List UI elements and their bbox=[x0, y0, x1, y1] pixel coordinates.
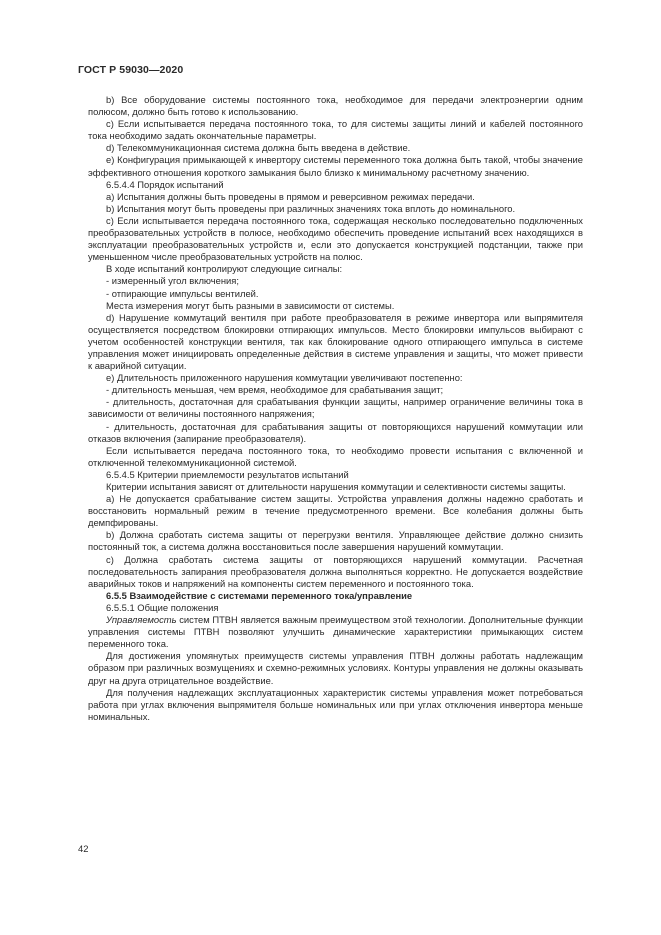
section-heading-bold: 6.5.5 Взаимодействие с системами переменного тока/управление bbox=[106, 589, 413, 601]
paragraph: Для достижения упомянутых преимуществ системы управления ПТВН должны работать надлежащим образом при различных возмущениях и схемно-режимных условиях. Контуры управления не должны оказывать друг на друга отрицательное воздействие. bbox=[88, 650, 583, 686]
emphasis-term: Управляемость bbox=[106, 614, 177, 626]
paragraph: Для получения надлежащих эксплуатационных характеристик системы управления может потребоваться работа при углах включения выпрямителя больше номинальных или при углах отключения инвертора меньше номинальных. bbox=[88, 686, 583, 722]
paragraph: c) Должна сработать система защиты от повторяющихся нарушений коммутации. Расчетная последовательность запирания преобразователя должна выполняться корректно. Не допускается воздействие аварийных токов и напряжений на компоненты систем переменного и постоянного тока. bbox=[88, 553, 583, 589]
paragraph bbox=[88, 614, 583, 650]
section-heading: 6.5.4.5 Критерии приемлемости результатов испытаний bbox=[106, 468, 349, 480]
paragraph: c) Если испытывается передача постоянного тока, содержащая несколько последовательно подключенных преобразовательных устройств в полюсе, необходимо обеспечить проведение испытаний всех находящихся в эксплуатации преобразовательных устройств и, если это допускается конструкцией подстанции, также при уменьшенном числе преобразовательных устройств на полюс. bbox=[88, 214, 583, 263]
paragraph: d) Нарушение коммутаций вентиля при работе преобразователя в режиме инвертора или выпрямителя осуществляется посредством блокировки отпирающих импульсов. Место блокировки импульсов выбирают с учетом особенностей конструкции вентиля, так как блокирование одного отпирающего импульса в системе управления может инициировать определенные действия в системе управления и защиты, что может привести к аварийной ситуации. bbox=[88, 311, 583, 372]
paragraph: d) Телекоммуникационная система должна быть введена в действие. bbox=[106, 142, 411, 154]
paragraph: e) Конфигурация примыкающей к инвертору системы переменного тока должна быть такой, чтобы значение эффективного отношения короткого замыкания было близко к минимальному расчетному значению. bbox=[88, 154, 583, 178]
list-item: - отпирающие импульсы вентилей. bbox=[106, 287, 259, 299]
list-item: - измеренный угол включения; bbox=[106, 275, 239, 287]
paragraph: c) Если испытывается передача постоянного тока, то для системы защиты линий и кабелей постоянного тока необходимо задать окончательные параметры. bbox=[88, 118, 583, 142]
paragraph: Если испытывается передача постоянного тока, то необходимо провести испытания с включенной и отключенной телекоммуникационной системой. bbox=[88, 444, 583, 468]
section-heading: 6.5.4.4 Порядок испытаний bbox=[106, 178, 224, 190]
paragraph: e) Длительность приложенного нарушения коммутации увеличивают постепенно: bbox=[106, 372, 463, 384]
paragraph-text: систем ПТВН является важным преимуществом этой технологии. Дополнительные функции управления системы ПТВН позволяют улучшить динамические характеристики примыкающих систем переменного тока. bbox=[88, 614, 583, 650]
page-number: 42 bbox=[78, 843, 89, 854]
section-heading: 6.5.5.1 Общие положения bbox=[106, 601, 219, 613]
paragraph: a) Испытания должны быть проведены в прямом и реверсивном режимах передачи. bbox=[106, 190, 475, 202]
document-header: ГОСТ Р 59030—2020 bbox=[78, 64, 184, 76]
paragraph: В ходе испытаний контролируют следующие сигналы: bbox=[106, 263, 343, 275]
paragraph: Места измерения могут быть разными в зависимости от системы. bbox=[106, 299, 395, 311]
list-item: - длительность, достаточная для срабатывания функции защиты, например ограничение величины тока в зависимости от величины постоянного напряжения; bbox=[88, 396, 583, 420]
list-item: - длительность меньшая, чем время, необходимое для срабатывания защит; bbox=[106, 384, 444, 396]
paragraph: b) Испытания могут быть проведены при различных значениях тока вплоть до номинального. bbox=[106, 202, 516, 214]
document-body bbox=[88, 94, 583, 723]
paragraph: b) Должна сработать система защиты от перегрузки вентиля. Управляющее действие должно снизить постоянный ток, а система должна восстановиться после завершения нарушений коммутации. bbox=[88, 529, 583, 553]
paragraph: Критерии испытания зависят от длительности нарушения коммутации и селективности системы защиты. bbox=[106, 481, 566, 492]
paragraph: a) Не допускается срабатывание систем защиты. Устройства управления должны надежно сработать и восстановить нормальный режим в течение предусмотренного времени. Все колебания должны быть демпфированы. bbox=[88, 493, 583, 529]
list-item: - длительность, достаточная для срабатывания защиты от повторяющихся нарушений коммутации или отказов включения (запирание преобразователя). bbox=[88, 420, 583, 444]
paragraph: b) Все оборудование системы постоянного тока, необходимое для передачи электроэнергии одним полюсом, должно быть готово к использованию. bbox=[88, 94, 583, 118]
